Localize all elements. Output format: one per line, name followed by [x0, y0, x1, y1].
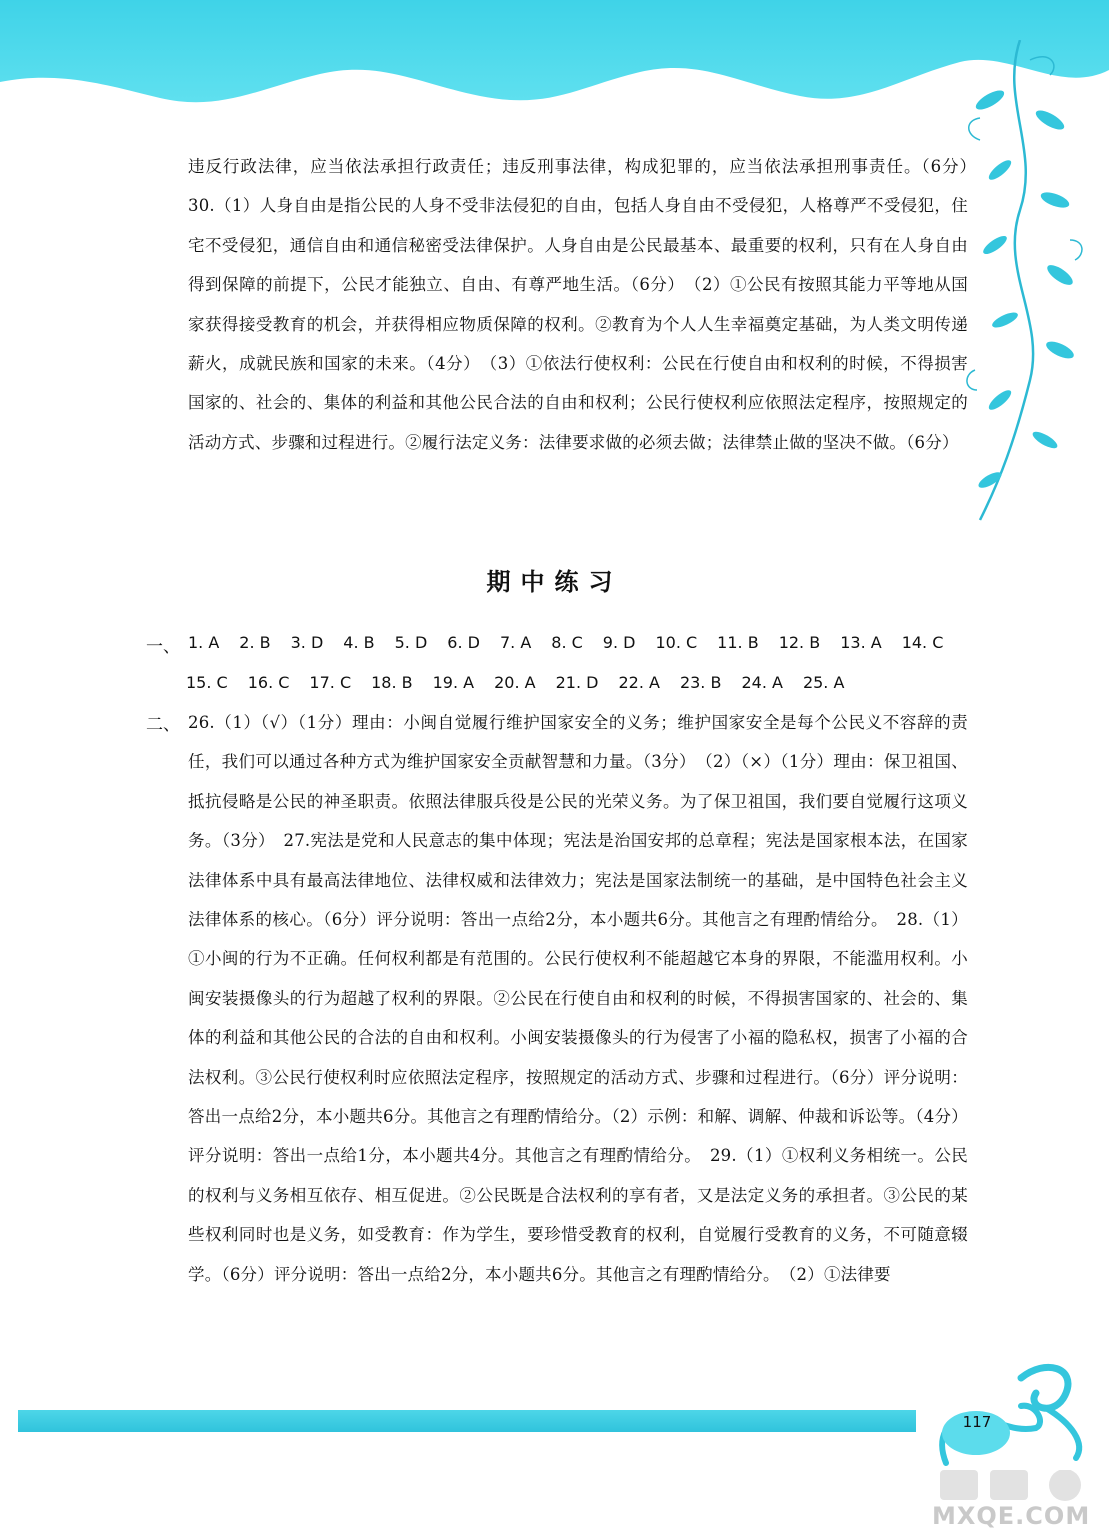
page-number: 117	[962, 1413, 992, 1431]
mc-answer: 20. A	[494, 673, 536, 692]
mc-answer: 25. A	[802, 673, 845, 692]
mc-answer: 9. D	[602, 633, 636, 652]
mc-answer: 21. D	[555, 673, 599, 692]
mc-answer: 8. C	[551, 633, 583, 652]
mc-answer: 17. C	[309, 673, 352, 692]
mc-answer: 11. B	[717, 633, 759, 652]
mc-answer: 4. B	[343, 633, 375, 652]
mc-answer: 7. A	[499, 633, 532, 652]
mc-answer: 13. A	[840, 633, 882, 652]
mc-answer: 24. A	[741, 673, 783, 692]
mc-answer: 12. B	[778, 633, 821, 652]
mc-answer: 15. C	[186, 673, 228, 692]
mc-answers-row-2	[186, 673, 864, 692]
mc-answer: 19. A	[432, 673, 475, 692]
mc-answer: 6. D	[447, 633, 480, 652]
mc-answer: 5. D	[394, 633, 428, 652]
page-number-ornament-icon	[926, 1348, 1109, 1468]
bottom-bar	[18, 1410, 916, 1432]
mc-answer: 22. A	[618, 673, 660, 692]
mc-answers-row-1	[188, 633, 943, 652]
mc-answer: 3. D	[290, 633, 324, 652]
section-title: 期中练习	[486, 568, 623, 596]
answer-paragraph-2: 26.（1）（√）（1分）理由：小闽自觉履行维护国家安全的义务；维护国家安全是每个公民义不容辞的责任，我们可以通过各种方式为维护国家安全贡献智慧和力量。（3分） （2）（×）（1分）理由：保卫祖国、抵抗侵略是公民的神圣职责。依照法律服兵役是公民的光荣义务。为了保卫祖国，我们要自觉履行这项义务。（3分） 27.宪法是党和人民意志的集中体现；宪法是治国安邦的总章程；宪法是国家根本法，在国家法律体系中具有最高法律地位、法律权威和法律效力；宪法是国家法制统一的基础，是中国特色社会主义法律体系的核心。（6分）评分说明：答出一点给2分，本小题共6分。其他言之有理酌情给分。 28.（1）①小闽的行为不正确。任何权利都是有范围的。公民行使权利不能超越它本身的界限，不能滥用权利。小闽安装摄像头的行为超越了权利的界限。②公民在行使自由和权利的时候，不得损害国家的、社会的、集体的利益和其他公民的合法的自由和权利。小闽安装摄像头的行为侵害了小福的隐私权，损害了小福的合法权利。③公民行使权利时应依照法定程序，按照规定的活动方式、步骤和过程进行。（6分）评分说明：答出一点给2分，本小题共6分。其他言之有理酌情给分。（2）示例：和解、调解、仲裁和诉讼等。（4分）评分说明：答出一点给1分，本小题共4分。其他言之有理酌情给分。 29.（1）①权利义务相统一。公民的权利与义务相互依存、相互促进。②公民既是合法权利的享有者，又是法定义务的承担者。③公民的某些权利同时也是义务，如受教育：作为学生，要珍惜受教育的权利，自觉履行受教育的义务，不可随意辍学。（6分）评分说明：答出一点给2分，本小题共6分。其他言之有理酌情给分。 （2）①法律要	[188, 713, 968, 1284]
answer-paragraph-1: 违反行政法律，应当依法承担行政责任；违反刑事法律，构成犯罪的，应当依法承担刑事责任。（6分） 30.（1）人身自由是指公民的人身不受非法侵犯的自由，包括人身自由不受侵犯，人格尊严不受侵犯，住宅不受侵犯，通信自由和通信秘密受法律保护。人身自由是公民最基本、最重要的权利，只有在人身自由得到保障的前提下，公民才能独立、自由、有尊严地生活。（6分） （2）①公民有按照其能力平等地从国家获得接受教育的机会，并获得相应物质保障的权利。②教育为个人人生幸福奠定基础，为人类文明传递薪火，成就民族和国家的未来。（4分） （3）①依法行使权利：公民在行使自由和权利的时候，不得损害国家的、社会的、集体的利益和其他公民合法的自由和权利；公民行使权利应依照法定程序，按照规定的活动方式、步骤和过程进行。②履行法定义务：法律要求做的必须去做；法律禁止做的坚决不做。（6分）	[188, 157, 985, 452]
mc-answer: 1. A	[188, 633, 220, 652]
mc-answer: 2. B	[239, 633, 271, 652]
subjective-section-label: 二、	[146, 715, 180, 735]
mc-answer: 10. C	[655, 633, 698, 652]
mc-answer: 23. B	[679, 673, 722, 692]
mc-section-label: 一、	[146, 637, 180, 657]
mc-answer: 16. C	[247, 673, 290, 692]
watermark-text: MXQE.COM	[932, 1502, 1091, 1530]
mc-answer: 14. C	[901, 633, 944, 652]
mc-answer: 18. B	[371, 673, 413, 692]
